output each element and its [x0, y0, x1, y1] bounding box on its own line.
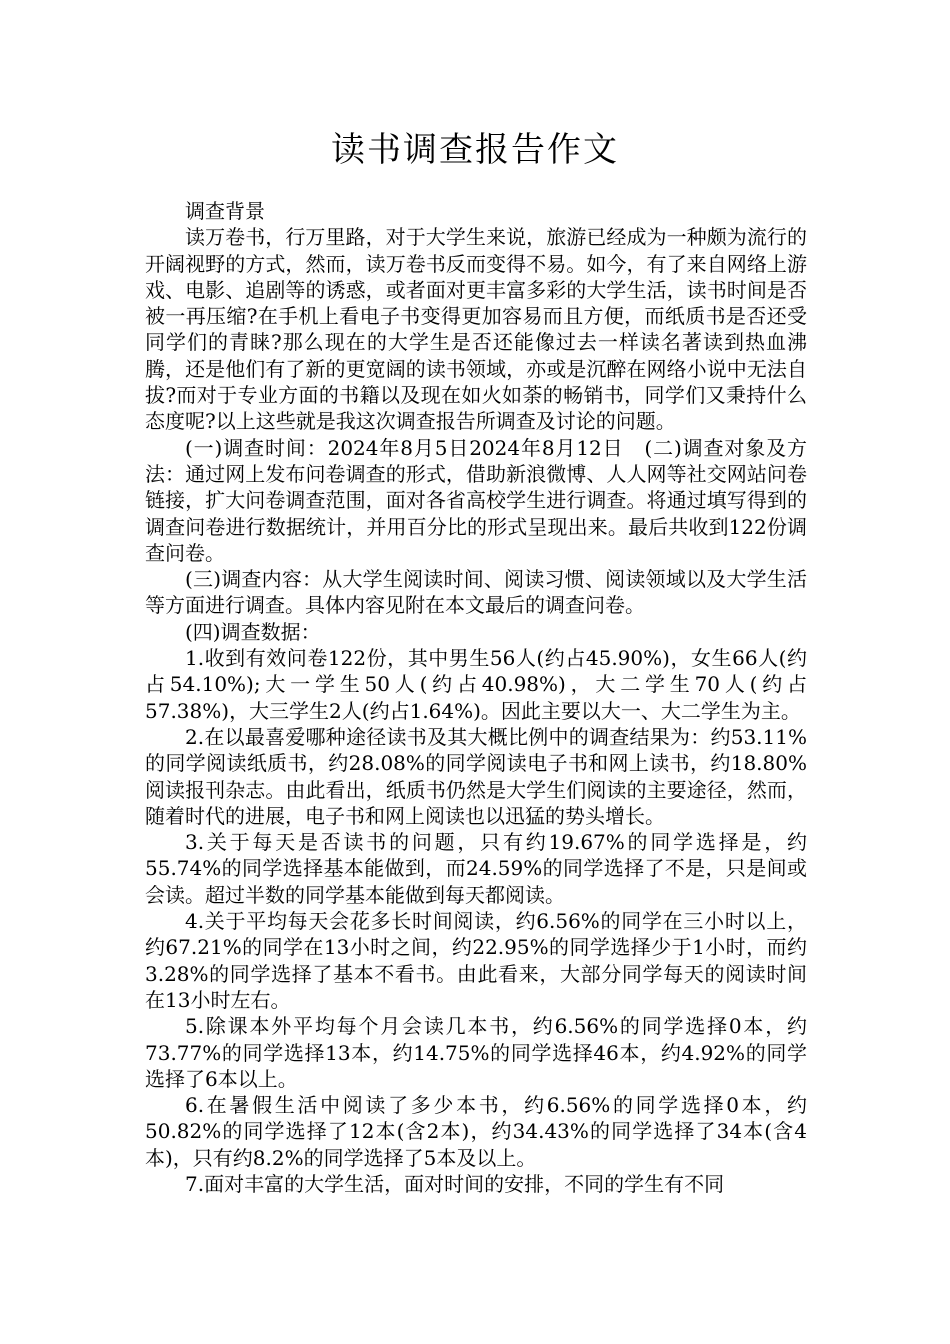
paragraph-item-6: 6.在暑假生活中阅读了多少本书，约6.56%的同学选择0本，约50.82%的同学选择了12本(含2本)，约34.43%的同学选择了34本(含4本)，只有约8.2%的同学选择了5本及以上。: [145, 1093, 807, 1170]
paragraph-item-3: 3.关于每天是否读书的问题，只有约19.67%的同学选择是，约55.74%的同学选择基本能做到，而24.59%的同学选择了不是，只是间或会读。超过半数的同学基本能做到每天都阅读。: [145, 830, 807, 907]
paragraph-time-and-method: (一)调查时间：2024年8月5日2024年8月12日 (二)调查对象及方法：通过网上发布问卷调查的形式，借助新浪微博、人人网等社交网站问卷链接，扩大问卷调查范围，面对各省高校学生进行调查。将通过填写得到的调查问卷进行数据统计，并用百分比的形式呈现出来。最后共收到122份调查问卷。: [145, 435, 807, 565]
paragraph-item-4: 4.关于平均每天会花多长时间阅读，约6.56%的同学在三小时以上，约67.21%的同学在13小时之间，约22.95%的同学选择少于1小时，而约3.28%的同学选择了基本不看书。由此看来，大部分同学每天的阅读时间在13小时左右。: [145, 909, 807, 1012]
paragraph-item-7: 7.面对丰富的大学生活，面对时间的安排，不同的学生有不同: [185, 1171, 725, 1196]
document-title: 读书调查报告作文: [331, 130, 619, 170]
paragraph-background: 读万卷书，行万里路，对于大学生来说，旅游已经成为一种颇为流行的开阔视野的方式，然而，读万卷书反而变得不易。如今，有了来自网络上游戏、电影、追剧等的诱惑，或者面对更丰富多彩的大学生活，读书时间是否被一再压缩?在手机上看电子书变得更加容易而且方便，而纸质书是否还受同学们的青睐?那么现在的大学生是否还能像过去一样读名著读到热血沸腾，还是他们有了新的更宽阔的读书领域，亦或是沉醉在网络小说中无法自拔?而对于专业方面的书籍以及现在如火如荼的畅销书，同学们又秉持什么态度呢?以上这些就是我这次调查报告所调查及讨论的问题。: [145, 225, 807, 434]
paragraph-content: (三)调查内容：从大学生阅读时间、阅读习惯、阅读领域以及大学生活等方面进行调查。具体内容见附在本文最后的调查问卷。: [145, 567, 807, 618]
section-heading-background: 调查背景: [185, 199, 265, 223]
paragraph-data-heading: (四)调查数据：: [185, 619, 321, 644]
document-body: [145, 198, 807, 1197]
paragraph-item-5: 5.除课本外平均每个月会读几本书，约6.56%的同学选择0本，约73.77%的同学选择13本，约14.75%的同学选择46本，约4.92%的同学选择了6本以上。: [145, 1014, 807, 1091]
paragraph-item-2: 2.在以最喜爱哪种途径读书及其大概比例中的调查结果为：约53.11%的同学阅读纸质书，约28.08%的同学阅读电子书和网上读书，约18.80%阅读报刊杂志。由此看出，纸质书仍然是大学生们阅读的主要途径，然而，随着时代的进展，电子书和网上阅读也以迅猛的势头增长。: [145, 724, 807, 828]
paragraph-item-1: 1.收到有效问卷122份，其中男生56人(约占45.90%)，女生66人(约占54.10%);大一学生50人(约占40.98%)，大二学生70人(约占57.38%)，大三学生2人(约占1.64%)。因此主要以大一、大二学生为主。: [145, 646, 807, 723]
